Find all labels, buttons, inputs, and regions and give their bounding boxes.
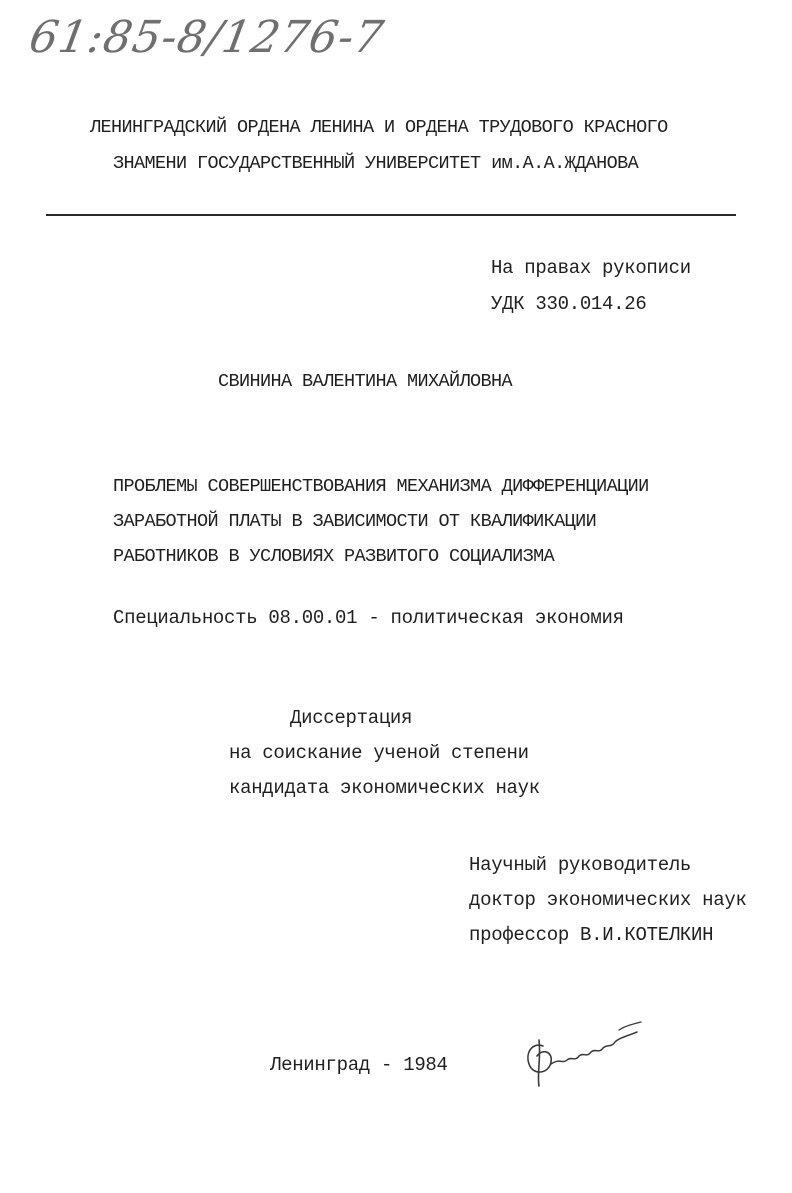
degree-line-2: кандидата экономических наук: [229, 777, 540, 799]
handwritten-archive-number: 61:85-8/1276-7: [25, 12, 388, 63]
thesis-title-line-1: ПРОБЛЕМЫ СОВЕРШЕНСТВОВАНИЯ МЕХАНИЗМА ДИФФЕРЕНЦИАЦИИ: [113, 476, 649, 497]
thesis-title-line-2: ЗАРАБОТНОЙ ПЛАТЫ В ЗАВИСИМОСТИ ОТ КВАЛИФИКАЦИИ: [113, 511, 597, 532]
university-name-line-1: ЛЕНИНГРАДСКИЙ ОРДЕНА ЛЕНИНА И ОРДЕНА ТРУДОВОГО КРАСНОГО: [90, 117, 668, 138]
supervisor-degree: доктор экономических наук: [469, 889, 747, 911]
supervisor-name: профессор В.И.КОТЕЛКИН: [469, 924, 714, 946]
supervisor-label: Научный руководитель: [469, 854, 692, 876]
specialty: Специальность 08.00.01 - политическая экономия: [113, 607, 624, 629]
dissertation-label: Диссертация: [290, 707, 413, 729]
place-and-year: Ленинград - 1984: [270, 1054, 448, 1076]
author-signature: [515, 1012, 650, 1092]
degree-line-1: на соискание ученой степени: [229, 742, 529, 764]
thesis-title-line-3: РАБОТНИКОВ В УСЛОВИЯХ РАЗВИТОГО СОЦИАЛИЗМА: [113, 546, 555, 567]
header-divider: [46, 214, 736, 216]
author-name: СВИНИНА ВАЛЕНТИНА МИХАЙЛОВНА: [218, 371, 513, 392]
manuscript-rights: На правах рукописи: [491, 257, 691, 279]
udc-code: УДК 330.014.26: [491, 293, 647, 315]
university-name-line-2: ЗНАМЕНИ ГОСУДАРСТВЕННЫЙ УНИВЕРСИТЕТ им.А.А.ЖДАНОВА: [113, 153, 639, 174]
